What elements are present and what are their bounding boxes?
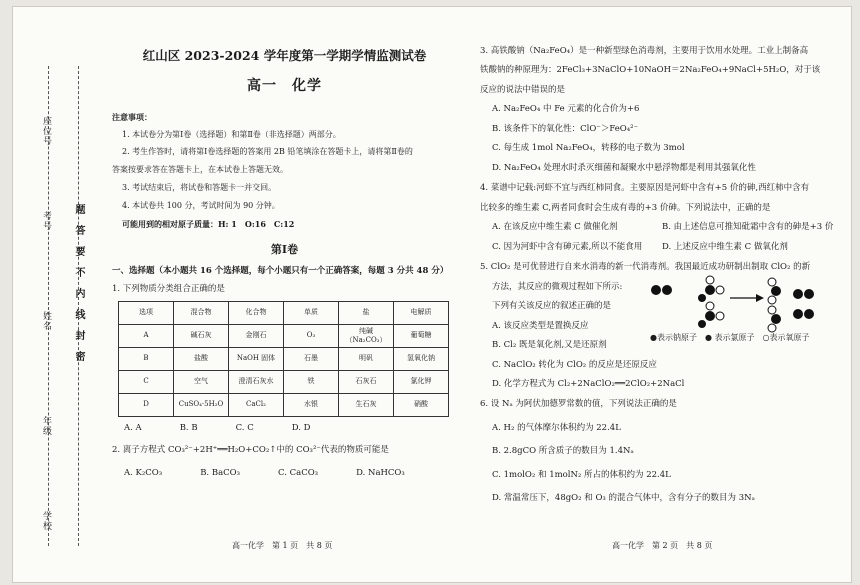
- option-c: C. 1molO₂ 和 1molN₂ 所占的体积约为 22.4L: [492, 469, 671, 480]
- seal-char: 不: [73, 267, 84, 277]
- option-b: B. 该条件下的氧化性：ClO⁻＞FeO₄²⁻: [492, 123, 639, 134]
- table-cell: 碱石灰: [174, 325, 229, 348]
- table-cell: CuSO₄·5H₂O: [174, 394, 229, 417]
- question-2-stem: 2. 离子方程式 CO₃²⁻+2H⁺══H₂O+CO₂↑中的 CO₃²⁻代表的物质可能是: [112, 444, 389, 455]
- option-a: A. A: [124, 423, 142, 434]
- seal-char: 题: [73, 204, 84, 214]
- question-4-stem-cont: 比较多的维生素 C,两者同食时会生成有毒的+3 价砷。下列说法中，正确的是: [480, 202, 771, 213]
- table-cell: 硝酸: [394, 394, 449, 417]
- question-5-stem-cont: 下列有关该反应的叙述正确的是: [492, 301, 612, 312]
- option-b: B. B: [179, 423, 198, 434]
- table-cell: A: [119, 325, 174, 348]
- o-atom: [768, 306, 776, 314]
- table-row: [119, 348, 449, 371]
- option-b: B. BaCO₃: [200, 468, 241, 479]
- option-c: C. CaCO₃: [278, 468, 319, 479]
- table-cell: 金刚石: [229, 325, 284, 348]
- table-cell: 纯碱（Na₂CO₃）: [339, 325, 394, 348]
- option-a: A. H₂ 的气体摩尔体积约为 22.4L: [492, 422, 621, 433]
- option-a: A. 在该反应中维生素 C 做催化剂: [492, 222, 618, 233]
- table-cell: D: [119, 394, 174, 417]
- cl-atom: [804, 289, 814, 299]
- cl-atom: [771, 314, 781, 324]
- option-d: D. D: [291, 423, 311, 434]
- cl-atom: [705, 285, 715, 295]
- question-3-stem-cont: 铁酸钠的种原理为：2FeCl₃+3NaClO+10NaOH＝2Na₂FeO₄+9NaCl+5H₂O，对于该: [480, 65, 821, 76]
- exam-no-label: 考号: [41, 211, 51, 231]
- school-label: 学校: [41, 511, 51, 531]
- question-5-stem-cont: 方法，其反应的微观过程如下所示:: [492, 281, 623, 292]
- table-cell: C: [119, 371, 174, 394]
- cl-atom: [705, 311, 715, 321]
- seal-char: 答: [73, 225, 84, 235]
- q4-options-row1: [492, 222, 835, 233]
- page-footer-left: 高一化学 第 1 页 共 8 页: [232, 541, 333, 550]
- section-heading: 一、选择题（本小题共 16 个选择题，每个小题只有一个正确答案，每题 3 分共 48 分）: [112, 266, 449, 277]
- table-cell: 空气: [174, 371, 229, 394]
- table-row: [119, 394, 449, 417]
- table-header-cell: 单质: [284, 302, 339, 325]
- table-cell: 氢氧化钠: [394, 348, 449, 371]
- notice-item: 3. 考试结束后，将试卷和答题卡一并交回。: [122, 182, 277, 192]
- seal-char: 密: [73, 351, 84, 361]
- name-label: 姓名: [41, 311, 51, 331]
- exam-subtitle: 高一 化学: [247, 77, 322, 94]
- na-atom: [698, 294, 706, 302]
- question-1-stem: 1. 下列物质分类组合正确的是: [112, 283, 225, 294]
- option-c: C. NaClO₂ 转化为 ClO₂ 的反应是还原反应: [492, 359, 657, 370]
- table-header-cell: 选项: [119, 302, 174, 325]
- arrow-head: [756, 294, 764, 302]
- o-atom: [768, 296, 776, 304]
- option-d: D. 常温常压下，48gO₂ 和 O₃ 的混合气体中，含有分子的数目为 3Nₐ: [492, 493, 755, 504]
- option-d: D. Na₂FeO₄ 处理水时杀灭细菌和凝聚水中悬浮物都是利用其强氧化性: [492, 162, 756, 173]
- q2-options: [124, 468, 457, 479]
- table-cell: 澄清石灰水: [229, 371, 284, 394]
- option-c: C. 因为河虾中含有砷元素,所以不能食用: [492, 241, 643, 252]
- option-b: B. Cl₂ 既是氧化剂,又是还原剂: [492, 340, 607, 351]
- binding-strip: [14, 6, 104, 581]
- table-cell: CaCl₂: [229, 394, 284, 417]
- option-a: A. 该反应类型是置换反应: [492, 320, 589, 331]
- table-cell: 盐酸: [174, 348, 229, 371]
- na-atom: [651, 285, 661, 295]
- na-atom: [793, 289, 803, 299]
- table-cell: 葡萄糖: [394, 325, 449, 348]
- seal-char: 要: [73, 246, 84, 256]
- table-cell: 石墨: [284, 348, 339, 371]
- question-6-stem: 6. 设 Nₐ 为阿伏加德罗常数的值，下列说法正确的是: [480, 399, 677, 410]
- question-4-stem: 4. 菜谱中记载:河虾不宜与西红柿同食。主要原因是河虾中含有+5 价的砷,西红柿中含有: [480, 183, 810, 194]
- table-row: [119, 325, 449, 348]
- option-b: B. 由上述信息可推知砒霜中含有的砷是+3 价: [662, 222, 834, 233]
- table-cell: NaOH 固体: [229, 348, 284, 371]
- cl-atom: [771, 286, 781, 296]
- table-header-row: [119, 302, 449, 325]
- o-atom: [768, 278, 776, 286]
- q1-options: [124, 423, 457, 434]
- table-cell: 石灰石: [339, 371, 394, 394]
- option-a: A. K₂CO₃: [124, 468, 163, 479]
- seat-label: 座位号: [41, 116, 51, 146]
- option-d: D. 化学方程式为 Cl₂+2NaClO₂══2ClO₂+2NaCl: [492, 378, 685, 389]
- question-3-stem-cont: 反应的说法中错误的是: [480, 84, 566, 95]
- o-atom: [768, 324, 776, 332]
- option-a: A. Na₂FeO₄ 中 Fe 元素的化合价为+6: [492, 104, 640, 115]
- table-cell: 水银: [284, 394, 339, 417]
- page-left: [112, 12, 457, 480]
- option-d: D. NaHCO₃: [356, 468, 405, 479]
- q4-options-row2: [492, 242, 835, 253]
- cl-atom: [662, 285, 672, 295]
- table-cell: 铁: [284, 371, 339, 394]
- question-5-stem: 5. ClO₂ 是可优替进行自来水消毒的新一代消毒剂。我国最近成功研制出制取 ClO₂ 的新: [480, 262, 811, 273]
- table-header-cell: 电解质: [394, 302, 449, 325]
- notice-item: 4. 本试卷共 100 分，考试时间为 90 分钟。: [122, 200, 280, 210]
- na-atom: [793, 309, 803, 319]
- option-c: C. 每生成 1mol Na₂FeO₄，转移的电子数为 3mol: [492, 143, 685, 154]
- table-cell: 明矾: [339, 348, 394, 371]
- notice-item: 答案按要求答在答题卡上，在本试卷上答题无效。: [112, 165, 288, 175]
- option-b: B. 2.8gCO 所含质子的数目为 1.4Nₐ: [492, 446, 634, 457]
- table-cell: 生石灰: [339, 394, 394, 417]
- part-heading: 第Ⅰ卷: [270, 243, 299, 257]
- seal-char: 内: [73, 288, 84, 298]
- exam-title: 红山区 2023-2024 学年度第一学期学情监测试卷: [142, 48, 427, 63]
- o-atom: [706, 302, 714, 310]
- o-atom: [716, 286, 724, 294]
- table-row: [119, 371, 449, 394]
- option-d: D. 上述反应中维生素 C 做氧化剂: [662, 241, 788, 252]
- na-atom: [698, 320, 706, 328]
- q1-table: [118, 301, 449, 417]
- seal-char: 线: [73, 309, 84, 319]
- question-3-stem: 3. 高铁酸钠（Na₂FeO₄）是一种新型绿色消毒剂，主要用于饮用水处理。工业上制备高: [480, 46, 809, 56]
- seal-line: [78, 66, 79, 546]
- table-header-cell: 混合物: [174, 302, 229, 325]
- class-label: 年级: [41, 416, 51, 436]
- table-cell: O₃: [284, 325, 339, 348]
- notice-item: 1. 本试卷分为第Ⅰ卷（选择题）和第Ⅱ卷（非选择题）两部分。: [122, 129, 341, 139]
- o-atom: [716, 312, 724, 320]
- page-right: [480, 12, 835, 505]
- diagram-legend: ●表示钠原子 ● 表示氯原子 ○表示氧原子: [650, 333, 810, 342]
- table-cell: 氯化钾: [394, 371, 449, 394]
- notice-item: 2. 考生作答时，请将第Ⅰ卷选择题的答案用 2B 铅笔填涂在答题卡上，请将第Ⅱ卷的: [122, 147, 413, 157]
- atomic-masses: 可能用到的相对原子质量：H: 1 O:16 C:12: [122, 218, 295, 229]
- table-header-cell: 化合物: [229, 302, 284, 325]
- notice-heading: 注意事项：: [112, 111, 152, 122]
- table-header-cell: 盐: [339, 302, 394, 325]
- table-cell: B: [119, 348, 174, 371]
- page-footer-right: 高一化学 第 2 页 共 8 页: [612, 541, 713, 550]
- option-c: C. C: [235, 423, 254, 434]
- cl-atom: [804, 309, 814, 319]
- o-atom: [706, 276, 714, 284]
- seal-char: 封: [73, 330, 84, 340]
